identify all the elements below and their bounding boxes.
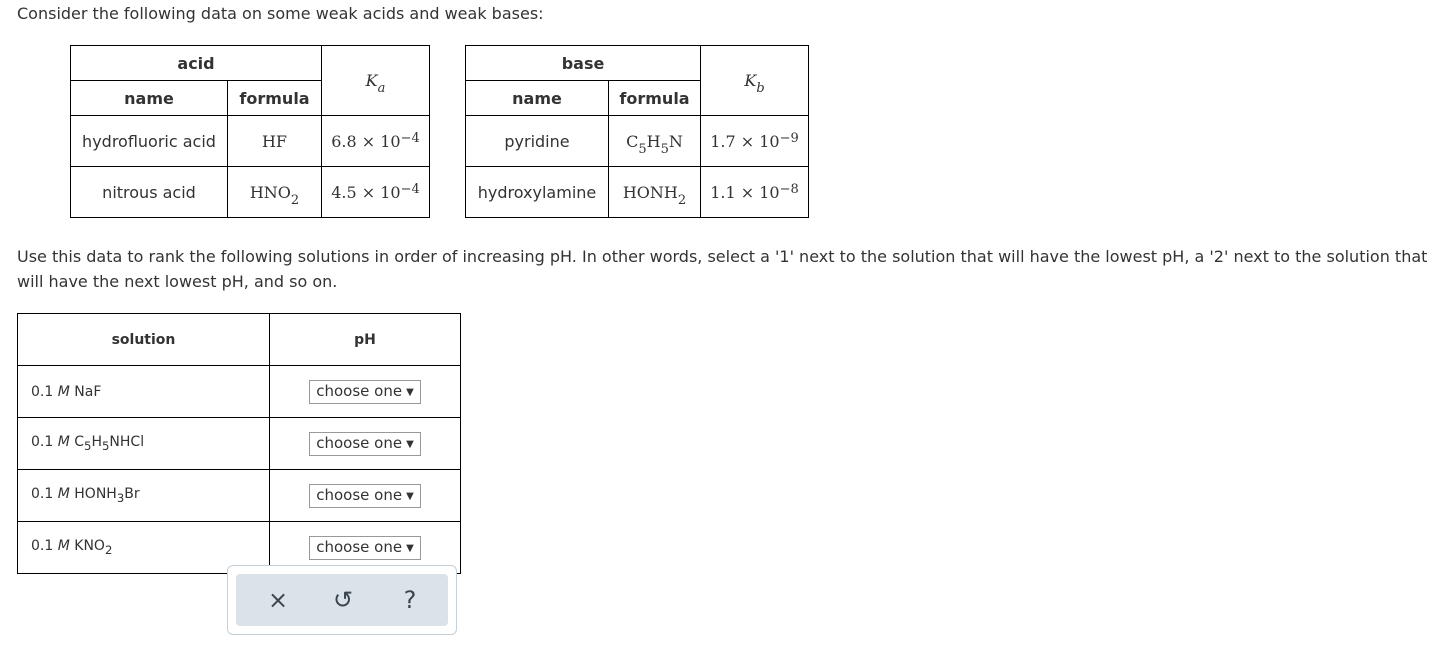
base-formula-header: formula	[609, 81, 701, 116]
base-table	[465, 45, 809, 218]
acid-name: hydrofluoric acid	[71, 116, 228, 167]
close-icon: ×	[267, 586, 289, 614]
solution-label: 0.1 M $KNO_2$	[18, 522, 270, 574]
solution-label: 0.1 M $HONH_3Br$	[18, 470, 270, 522]
dropdown-arrow-icon: ▼	[406, 438, 414, 450]
solution-header: solution	[18, 314, 270, 366]
intro-text: Consider the following data on some weak acids and weak bases:	[17, 4, 544, 23]
answer-toolbar	[236, 574, 448, 626]
solution-label: 0.1 M NaF	[18, 366, 270, 418]
ka-value: $6.8 \times 10^{-4}$	[322, 116, 430, 167]
ka-value: $4.5 \times 10^{-4}$	[322, 167, 430, 218]
acid-formula: HF	[228, 116, 322, 167]
ka-header: $K_a$	[322, 46, 430, 116]
ph-rank-select[interactable]: choose one ▼	[309, 432, 421, 456]
ph-cell	[270, 366, 461, 418]
ph-header: pH	[270, 314, 461, 366]
undo-icon: ↺	[332, 586, 354, 614]
base-name-header: name	[466, 81, 609, 116]
clear-button[interactable]	[248, 574, 308, 626]
kb-value: $1.1 \times 10^{-8}$	[701, 167, 809, 218]
base-group-header: base	[466, 46, 701, 81]
dropdown-arrow-icon: ▼	[406, 490, 414, 502]
ph-rank-select[interactable]: choose one ▼	[309, 380, 421, 404]
answer-toolbar-panel	[227, 565, 457, 635]
acid-name: nitrous acid	[71, 167, 228, 218]
instructions-text: Use this data to rank the following solutions in order of increasing pH. In other words, select a '1' next to the solution that will have the lowest pH, a '2' next to the solution that will have the next lowest pH, and so on.	[17, 247, 1428, 291]
ph-rank-select[interactable]: choose one ▼	[309, 536, 421, 560]
base-formula: $HONH_2$	[609, 167, 701, 218]
help-button[interactable]	[380, 574, 440, 626]
acid-formula: $HNO_2$	[228, 167, 322, 218]
acid-name-header: name	[71, 81, 228, 116]
solution-table	[17, 313, 461, 574]
base-name: pyridine	[466, 116, 609, 167]
acid-group-header: acid	[71, 46, 322, 81]
base-formula: $C_5H_5N$	[609, 116, 701, 167]
dropdown-arrow-icon: ▼	[406, 386, 414, 398]
acid-formula-header: formula	[228, 81, 322, 116]
kb-header: $K_b$	[701, 46, 809, 116]
ph-cell	[270, 418, 461, 470]
kb-value: $1.7 \times 10^{-9}$	[701, 116, 809, 167]
solution-label: 0.1 M $C_5H_5NHCl$	[18, 418, 270, 470]
base-name: hydroxylamine	[466, 167, 609, 218]
help-icon: ?	[403, 586, 417, 614]
ph-cell	[270, 470, 461, 522]
ph-rank-select[interactable]: choose one ▼	[309, 484, 421, 508]
dropdown-arrow-icon: ▼	[406, 542, 414, 554]
acid-table	[70, 45, 430, 218]
undo-button[interactable]	[313, 574, 373, 626]
